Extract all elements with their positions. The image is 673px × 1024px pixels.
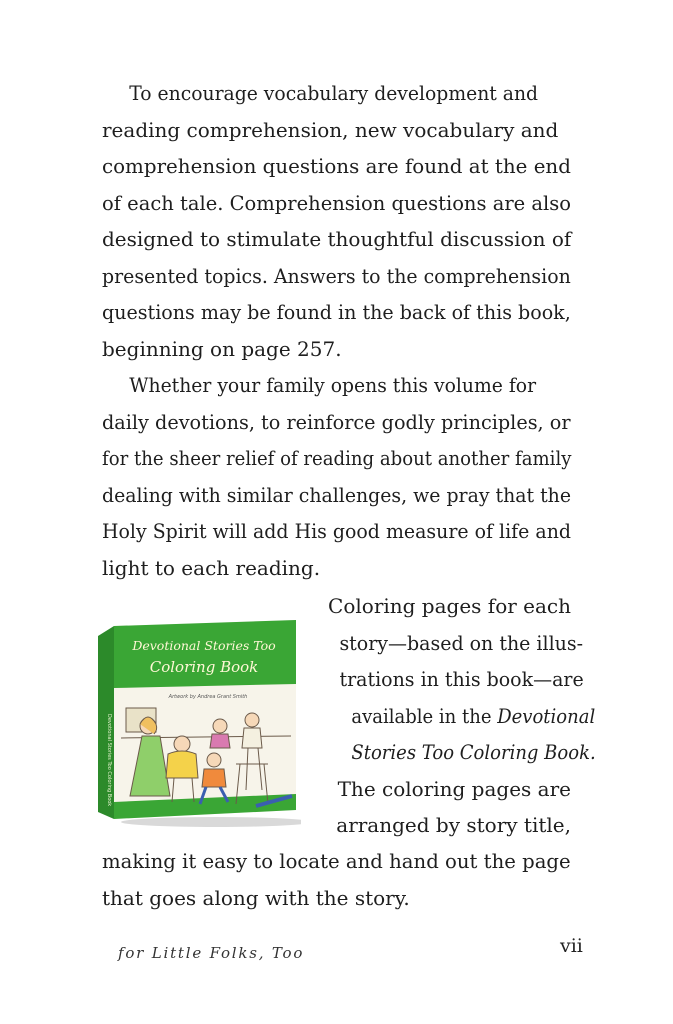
book-title-italic: Devotional (497, 703, 596, 728)
text-line: Coloring pages for each (328, 594, 571, 618)
text-line: dealing with similar challenges, we pray that the (102, 482, 572, 507)
cover-title-line1: Devotional Stories Too (132, 638, 276, 653)
text-line: reading comprehension, new vocabulary and (102, 117, 559, 142)
paragraph-coloring-pages-continued (102, 843, 571, 916)
text-line: making it easy to locate and hand out the page (102, 849, 571, 873)
cover-byline: Artwork by Andrea Grant Smith (168, 694, 248, 700)
text-line: light to each reading. (102, 555, 321, 580)
coloring-book-cover-image (96, 614, 301, 829)
text-line: Whether your family opens this volume for (129, 373, 537, 397)
text-line (351, 734, 596, 771)
text-line: daily devotions, to reinforce godly principles, or (102, 409, 571, 434)
text-line: To encourage vocabulary development and (129, 81, 539, 105)
text-line: questions may be found in the back of this book, (102, 300, 571, 324)
text-line (351, 698, 596, 735)
text-line: that goes along with the story. (102, 885, 410, 910)
book-title-italic: Stories Too Coloring Book. (351, 740, 596, 764)
text-line: trations in this book—are (339, 667, 584, 691)
text-line: arranged by story title, (336, 813, 571, 837)
paragraph-family-devotions (102, 367, 571, 586)
text-line: story—based on the illus- (339, 630, 584, 655)
cover-title-line2: Coloring Book (149, 658, 259, 676)
spine-text: Devotional Stories Too Coloring Book (106, 714, 112, 807)
page-number: vii (560, 935, 583, 957)
text-line: beginning on page 257. (102, 336, 342, 361)
text-line: Holy Spirit will add His good measure of life and (102, 519, 572, 543)
text-line: The coloring pages are (337, 776, 571, 801)
text-line: of each tale. Comprehension questions are also (102, 190, 571, 215)
text-line: for the sheer relief of reading about another family (102, 446, 572, 470)
running-footer-title: for Little Folks, Too (118, 944, 305, 962)
text-line: designed to stimulate thoughtful discussion of (102, 227, 572, 251)
text-fragment: available in the (351, 703, 498, 728)
paragraph-vocabulary (102, 75, 571, 367)
paragraph-coloring-pages (327, 588, 596, 844)
text-line: comprehension questions are found at the end (102, 154, 571, 178)
text-line: presented topics. Answers to the comprehension (102, 263, 571, 288)
